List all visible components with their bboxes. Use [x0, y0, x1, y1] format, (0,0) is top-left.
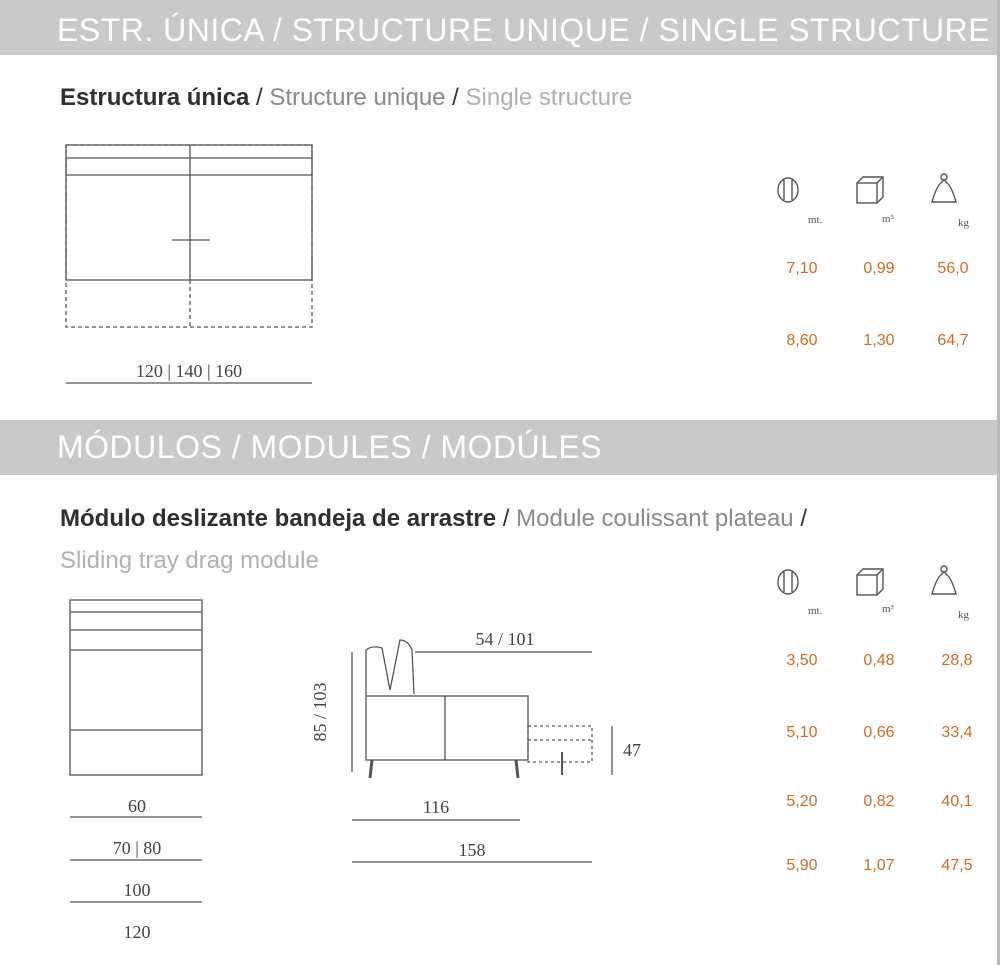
- cube-icon: [857, 569, 883, 595]
- title-fr: Module coulissant plateau: [516, 505, 794, 532]
- unit-kg: kg: [958, 609, 969, 621]
- single-structure-drawing: [66, 145, 312, 383]
- module-row3-kg: 40,1: [941, 793, 973, 810]
- section-title-modules: Módulo deslizante bandeja de arrastre / Module coulissant plateau / Sliding tray drag module: [60, 505, 807, 574]
- module-row1-m3: 0,48: [863, 652, 895, 669]
- single-row2-m3: 1,30: [863, 332, 895, 349]
- module-side-drawing: [352, 640, 612, 862]
- side-dim-mid: 116: [422, 797, 450, 817]
- single-row1-mt: 7,10: [786, 260, 818, 277]
- module-row3-mt: 5,20: [786, 793, 818, 810]
- width-label: 120 | 140 | 160: [135, 361, 243, 381]
- section-title-single: Estructura única / Structure unique / Single structure: [60, 84, 633, 111]
- title-en: Sliding tray drag module: [60, 547, 319, 574]
- unit-m3: m³: [882, 213, 894, 225]
- side-dim-height: 85 / 103: [310, 682, 330, 742]
- volume-mt-icon: [778, 570, 798, 594]
- weight-icon: [932, 566, 956, 594]
- single-row1-kg: 56,0: [937, 260, 969, 277]
- side-dim-right: 47: [623, 740, 641, 760]
- module-row2-m3: 0,66: [863, 724, 895, 741]
- module-width-70-80: 70 | 80: [112, 838, 162, 858]
- title-es: Módulo deslizante bandeja de arrastre: [60, 505, 497, 532]
- weight-icon: [932, 174, 956, 202]
- module-row4-kg: 47,5: [941, 857, 973, 874]
- module-row2-mt: 5,10: [786, 724, 818, 741]
- module-width-120: 120: [123, 922, 151, 942]
- title-en: Single structure: [465, 84, 633, 111]
- module-width-60: 60: [128, 796, 146, 816]
- module-row2-kg: 33,4: [941, 724, 973, 741]
- single-row2-kg: 64,7: [937, 332, 969, 349]
- single-row2-mt: 8,60: [786, 332, 818, 349]
- title-es: Estructura única: [60, 84, 250, 111]
- module-row1-mt: 3,50: [786, 652, 818, 669]
- module-row1-kg: 28,8: [941, 652, 973, 669]
- unit-m3: m³: [882, 603, 894, 615]
- volume-mt-icon: [778, 178, 798, 202]
- unit-kg: kg: [958, 217, 969, 229]
- single-row1-m3: 0,99: [863, 260, 895, 277]
- section-header-single: ESTR. ÚNICA / STRUCTURE UNIQUE / SINGLE STRUCTURE: [0, 0, 1000, 55]
- section-header-modules: MÓDULOS / MODULES / MODÚLES: [0, 420, 1000, 475]
- unit-mt: mt.: [808, 214, 823, 226]
- module-row4-m3: 1,07: [863, 857, 895, 874]
- title-fr: Structure unique: [269, 84, 446, 111]
- side-dim-top: 54 / 101: [475, 629, 535, 649]
- side-dim-bottom: 158: [458, 840, 486, 860]
- module-row3-m3: 0,82: [863, 793, 895, 810]
- unit-mt: mt.: [808, 605, 823, 617]
- module-row4-mt: 5,90: [786, 857, 818, 874]
- cube-icon: [857, 177, 883, 203]
- module-width-100: 100: [123, 880, 151, 900]
